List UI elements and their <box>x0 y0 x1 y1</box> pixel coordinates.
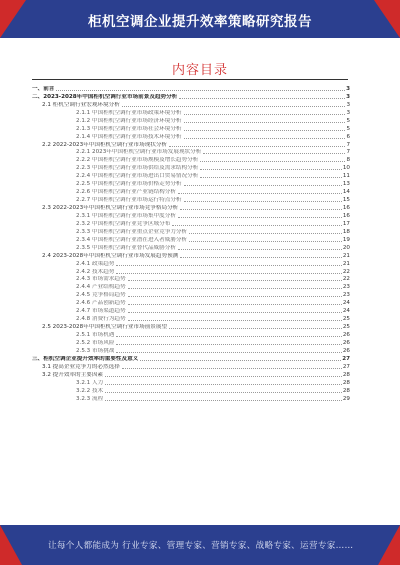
toc-entry-page: 28 <box>342 379 350 386</box>
toc-entry-page: 28 <box>342 371 350 378</box>
toc-dot-leader <box>180 257 342 258</box>
toc-heading: 内容目录 <box>171 63 228 78</box>
toc-entry-title: 2.2.5 中国柜机空调行业市场价格走势分析 <box>76 181 182 188</box>
toc-dot-leader <box>140 360 341 361</box>
toc-dot-leader <box>179 98 345 99</box>
toc-entry-title: 2.4.8 消费行为趋势 <box>76 316 126 323</box>
toc-entry-title: 2.1.3 中国柜机空调行业市场社会环境分析 <box>76 125 182 132</box>
toc-entry[interactable] <box>32 219 350 227</box>
toc-dot-leader <box>178 193 342 194</box>
toc-dot-leader <box>116 265 341 266</box>
toc-entry[interactable] <box>32 108 350 116</box>
toc-entry[interactable] <box>32 235 350 243</box>
toc-entry-page: 17 <box>342 220 350 227</box>
toc-entry[interactable] <box>32 116 350 124</box>
toc-entry-title: 2.4.7 市场渠道趋势 <box>76 308 126 315</box>
footer-slogan: 让每个人都能成为 行业专家、管理专家、营销专家、战略专家、运营专家…… <box>48 541 354 551</box>
toc-entry-page: 5 <box>346 117 350 124</box>
toc-entry-page: 24 <box>342 300 350 307</box>
toc-entry-title: 2.3.1 中国柜机空调行业市场集中度分析 <box>76 212 176 219</box>
toc-entry[interactable] <box>32 290 350 298</box>
toc-dot-leader <box>189 241 342 242</box>
toc-entry-title: 2.1.1 中国柜机空调行业市场政策环境分析 <box>76 109 182 116</box>
toc-entry-title: 2.2.2 中国柜机空调行业市场规模及增长趋势分析 <box>76 157 199 164</box>
toc-entry-page: 27 <box>342 363 350 370</box>
toc-dot-leader <box>105 384 342 385</box>
toc-entry[interactable] <box>32 243 350 251</box>
toc-entry[interactable] <box>32 282 350 290</box>
toc-entry-page: 29 <box>342 395 350 402</box>
toc-entry[interactable] <box>32 370 350 378</box>
toc-entry[interactable] <box>32 338 350 346</box>
toc-entry-title: 2.2.3 中国柜机空调行业市场供给及需求结构分析 <box>76 165 199 172</box>
toc-entry-title: 一、前言 <box>32 85 55 92</box>
toc-entry-page: 25 <box>342 316 350 323</box>
toc-entry[interactable] <box>32 179 350 187</box>
toc-entry-title: 3.1 提高企业竞争力的必然选择 <box>42 363 120 370</box>
toc-entry-page: 25 <box>342 324 350 331</box>
toc-entry-title: 2.4.4 产业结构趋势 <box>76 284 126 291</box>
toc-entry[interactable] <box>32 267 350 275</box>
toc-dot-leader <box>184 130 346 131</box>
toc-entry-title: 2.3.4 中国柜机空调行业潜在进入者威胁分析 <box>76 236 188 243</box>
toc-entry-title: 2.2.1 2023年中国柜机空调行业市场发展现状分析 <box>76 149 202 156</box>
toc-entry-page: 26 <box>342 332 350 338</box>
toc-entry[interactable] <box>32 100 350 108</box>
toc-dot-leader <box>128 312 342 313</box>
toc-entry-page: 11 <box>342 173 350 180</box>
toc-dot-leader <box>105 400 342 401</box>
toc-top-rule <box>32 79 348 80</box>
toc-entry[interactable] <box>32 306 350 314</box>
report-header <box>0 0 400 38</box>
toc-entry-page: 20 <box>342 244 350 251</box>
toc-entry-page: 22 <box>342 268 350 275</box>
toc-entry-page: 6 <box>346 133 350 140</box>
toc-entry[interactable] <box>32 314 350 322</box>
toc-dot-leader <box>169 146 345 147</box>
toc-entry[interactable] <box>32 84 350 92</box>
toc-entry-title: 三、柜机空调企业提升效率的重要性及意义 <box>32 355 139 362</box>
toc-dot-leader <box>116 344 341 345</box>
toc-entry-title: 3.2.2 技术 <box>76 387 104 394</box>
toc-dot-leader <box>178 249 342 250</box>
toc-entry-page: 19 <box>342 236 350 243</box>
toc-entry[interactable] <box>32 322 350 330</box>
toc-entry-title: 2.5 2023-2028年中国柜机空调行业市场前景展望 <box>42 324 168 331</box>
toc-dot-leader <box>184 185 342 186</box>
toc-dot-leader <box>189 233 342 234</box>
toc-entry[interactable] <box>32 227 350 235</box>
toc-dot-leader <box>184 114 346 115</box>
report-footer <box>0 525 400 565</box>
toc-dot-leader <box>172 225 342 226</box>
toc-entry-title: 2.2 2022-2023年中国柜机空调行业市场现状分析 <box>42 141 168 148</box>
toc-entry-page: 3 <box>346 109 350 116</box>
toc-entry-page: 3 <box>346 85 350 92</box>
toc-entry[interactable] <box>32 330 350 338</box>
toc-entry-page: 22 <box>342 276 350 283</box>
toc-entry-page: 7 <box>346 141 350 148</box>
toc-entry-title: 2.2.7 中国柜机空调行业市场运行特点分析 <box>76 197 182 204</box>
toc-dot-leader <box>128 288 342 289</box>
toc-dot-leader <box>178 217 342 218</box>
toc-entry-title: 2.4 2023-2028年中国柜机空调行业市场发展趋势预测 <box>42 252 179 259</box>
toc-entry[interactable] <box>32 378 350 386</box>
toc-entry[interactable] <box>32 298 350 306</box>
toc-dot-leader <box>169 328 342 329</box>
toc-dot-leader <box>105 392 342 393</box>
toc-dot-leader <box>122 368 342 369</box>
toc-entry-title: 2.5.2 市场风险 <box>76 339 115 346</box>
toc-entry-page: 28 <box>342 387 350 394</box>
toc-entry-title: 2.5.3 市场挑战 <box>76 347 115 354</box>
toc-entry[interactable] <box>32 251 350 259</box>
toc-entry-title: 3.2.3 流程 <box>76 395 104 402</box>
toc-entry-page: 13 <box>342 181 350 188</box>
toc-entry-title: 2.3.3 中国柜机空调行业重点企业竞争力分析 <box>76 228 188 235</box>
toc-entry-title: 2.2.6 中国柜机空调行业产业链结构分析 <box>76 189 176 196</box>
toc-entry-page: 23 <box>342 292 350 299</box>
toc-entry-title: 2.1.4 中国柜机空调行业市场技术环境分析 <box>76 133 182 140</box>
toc-entry[interactable] <box>32 148 350 156</box>
toc-entry[interactable] <box>32 155 350 163</box>
toc-dot-leader <box>200 177 342 178</box>
toc-entry-page: 24 <box>342 308 350 315</box>
toc-entry-page: 21 <box>342 260 350 267</box>
toc-dot-leader <box>105 376 342 377</box>
toc-dot-leader <box>184 138 346 139</box>
toc-entry-title: 3.2.1 人力 <box>76 379 104 386</box>
toc-entry[interactable] <box>32 259 350 267</box>
toc-entry-page: 16 <box>342 205 350 211</box>
toc-entry-title: 二、2023-2028年中国柜机空调行业市场前景及趋势分析 <box>32 93 178 100</box>
toc-dot-leader <box>184 122 346 123</box>
toc-entry-title: 2.2.4 中国柜机空调行业市场进出口贸易情况分析 <box>76 173 199 180</box>
toc-entry[interactable] <box>32 187 350 195</box>
footer-red-wedge-right <box>378 525 400 565</box>
toc-entry-page: 7 <box>346 149 350 156</box>
toc-entry-title: 3.2 提升效率的主要因素 <box>42 371 104 378</box>
toc-entry[interactable] <box>32 394 350 402</box>
toc-entry[interactable] <box>32 195 350 203</box>
toc-entry-page: 3 <box>346 93 350 100</box>
table-of-contents <box>32 84 350 402</box>
toc-entry-title: 2.4.2 技术趋势 <box>76 268 115 275</box>
toc-dot-leader <box>116 273 341 274</box>
toc-entry[interactable] <box>32 140 350 148</box>
toc-entry-page: 26 <box>342 339 350 346</box>
toc-dot-leader <box>116 336 341 337</box>
toc-dot-leader <box>122 106 346 107</box>
toc-dot-leader <box>200 169 342 170</box>
toc-entry[interactable] <box>32 211 350 219</box>
toc-entry-page: 23 <box>342 284 350 291</box>
toc-dot-leader <box>203 153 345 154</box>
toc-entry-page: 27 <box>342 355 350 362</box>
toc-entry[interactable] <box>32 346 350 354</box>
toc-entry-title: 2.1 柜机空调行业宏观环境分析 <box>42 101 120 108</box>
toc-entry[interactable] <box>32 203 350 211</box>
toc-dot-leader <box>128 280 342 281</box>
toc-entry-page: 21 <box>342 252 350 259</box>
toc-entry[interactable] <box>32 124 350 132</box>
toc-entry-page: 10 <box>342 165 350 172</box>
toc-dot-leader <box>128 320 342 321</box>
toc-entry-page: 14 <box>342 189 350 196</box>
toc-entry-title: 2.5.1 市场机遇 <box>76 332 115 338</box>
toc-entry-title: 2.4.3 市场需求趋势 <box>76 276 126 283</box>
toc-entry[interactable] <box>32 386 350 394</box>
footer-red-wedge-left <box>0 525 22 565</box>
toc-entry[interactable] <box>32 132 350 140</box>
toc-dot-leader <box>128 304 342 305</box>
toc-entry-page: 3 <box>346 101 350 108</box>
toc-entry-title: 2.3 2022-2023年中国柜机空调行业市场竞争格局分析 <box>42 205 179 211</box>
toc-entry-title: 2.3.5 中国柜机空调行业替代品威胁分析 <box>76 244 176 251</box>
toc-entry[interactable] <box>32 275 350 283</box>
toc-dot-leader <box>184 201 342 202</box>
toc-entry[interactable] <box>32 171 350 179</box>
toc-dot-leader <box>56 90 345 91</box>
toc-entry[interactable] <box>32 362 350 370</box>
toc-dot-leader <box>128 296 342 297</box>
toc-entry[interactable] <box>32 92 350 100</box>
toc-dot-leader <box>116 352 341 353</box>
toc-entry-title: 2.4.6 产品创新趋势 <box>76 300 126 307</box>
toc-entry-title: 2.3.2 中国柜机空调行业竞争区域分布 <box>76 220 171 227</box>
toc-entry-page: 15 <box>342 197 350 204</box>
report-title: 柜机空调企业提升效率策略研究报告 <box>88 14 312 30</box>
toc-entry-page: 18 <box>342 228 350 235</box>
toc-entry-title: 2.4.5 竞争格局趋势 <box>76 292 126 299</box>
toc-dot-leader <box>200 161 345 162</box>
toc-entry[interactable] <box>32 163 350 171</box>
toc-dot-leader <box>180 209 342 210</box>
toc-entry-title: 2.4.1 政策趋势 <box>76 260 115 267</box>
toc-entry[interactable] <box>32 354 350 362</box>
toc-entry-page: 16 <box>342 212 350 219</box>
toc-entry-page: 5 <box>346 125 350 132</box>
toc-entry-page: 26 <box>342 347 350 354</box>
toc-entry-title: 2.1.2 中国柜机空调行业市场经济环境分析 <box>76 117 182 124</box>
toc-entry-page: 8 <box>346 157 350 164</box>
